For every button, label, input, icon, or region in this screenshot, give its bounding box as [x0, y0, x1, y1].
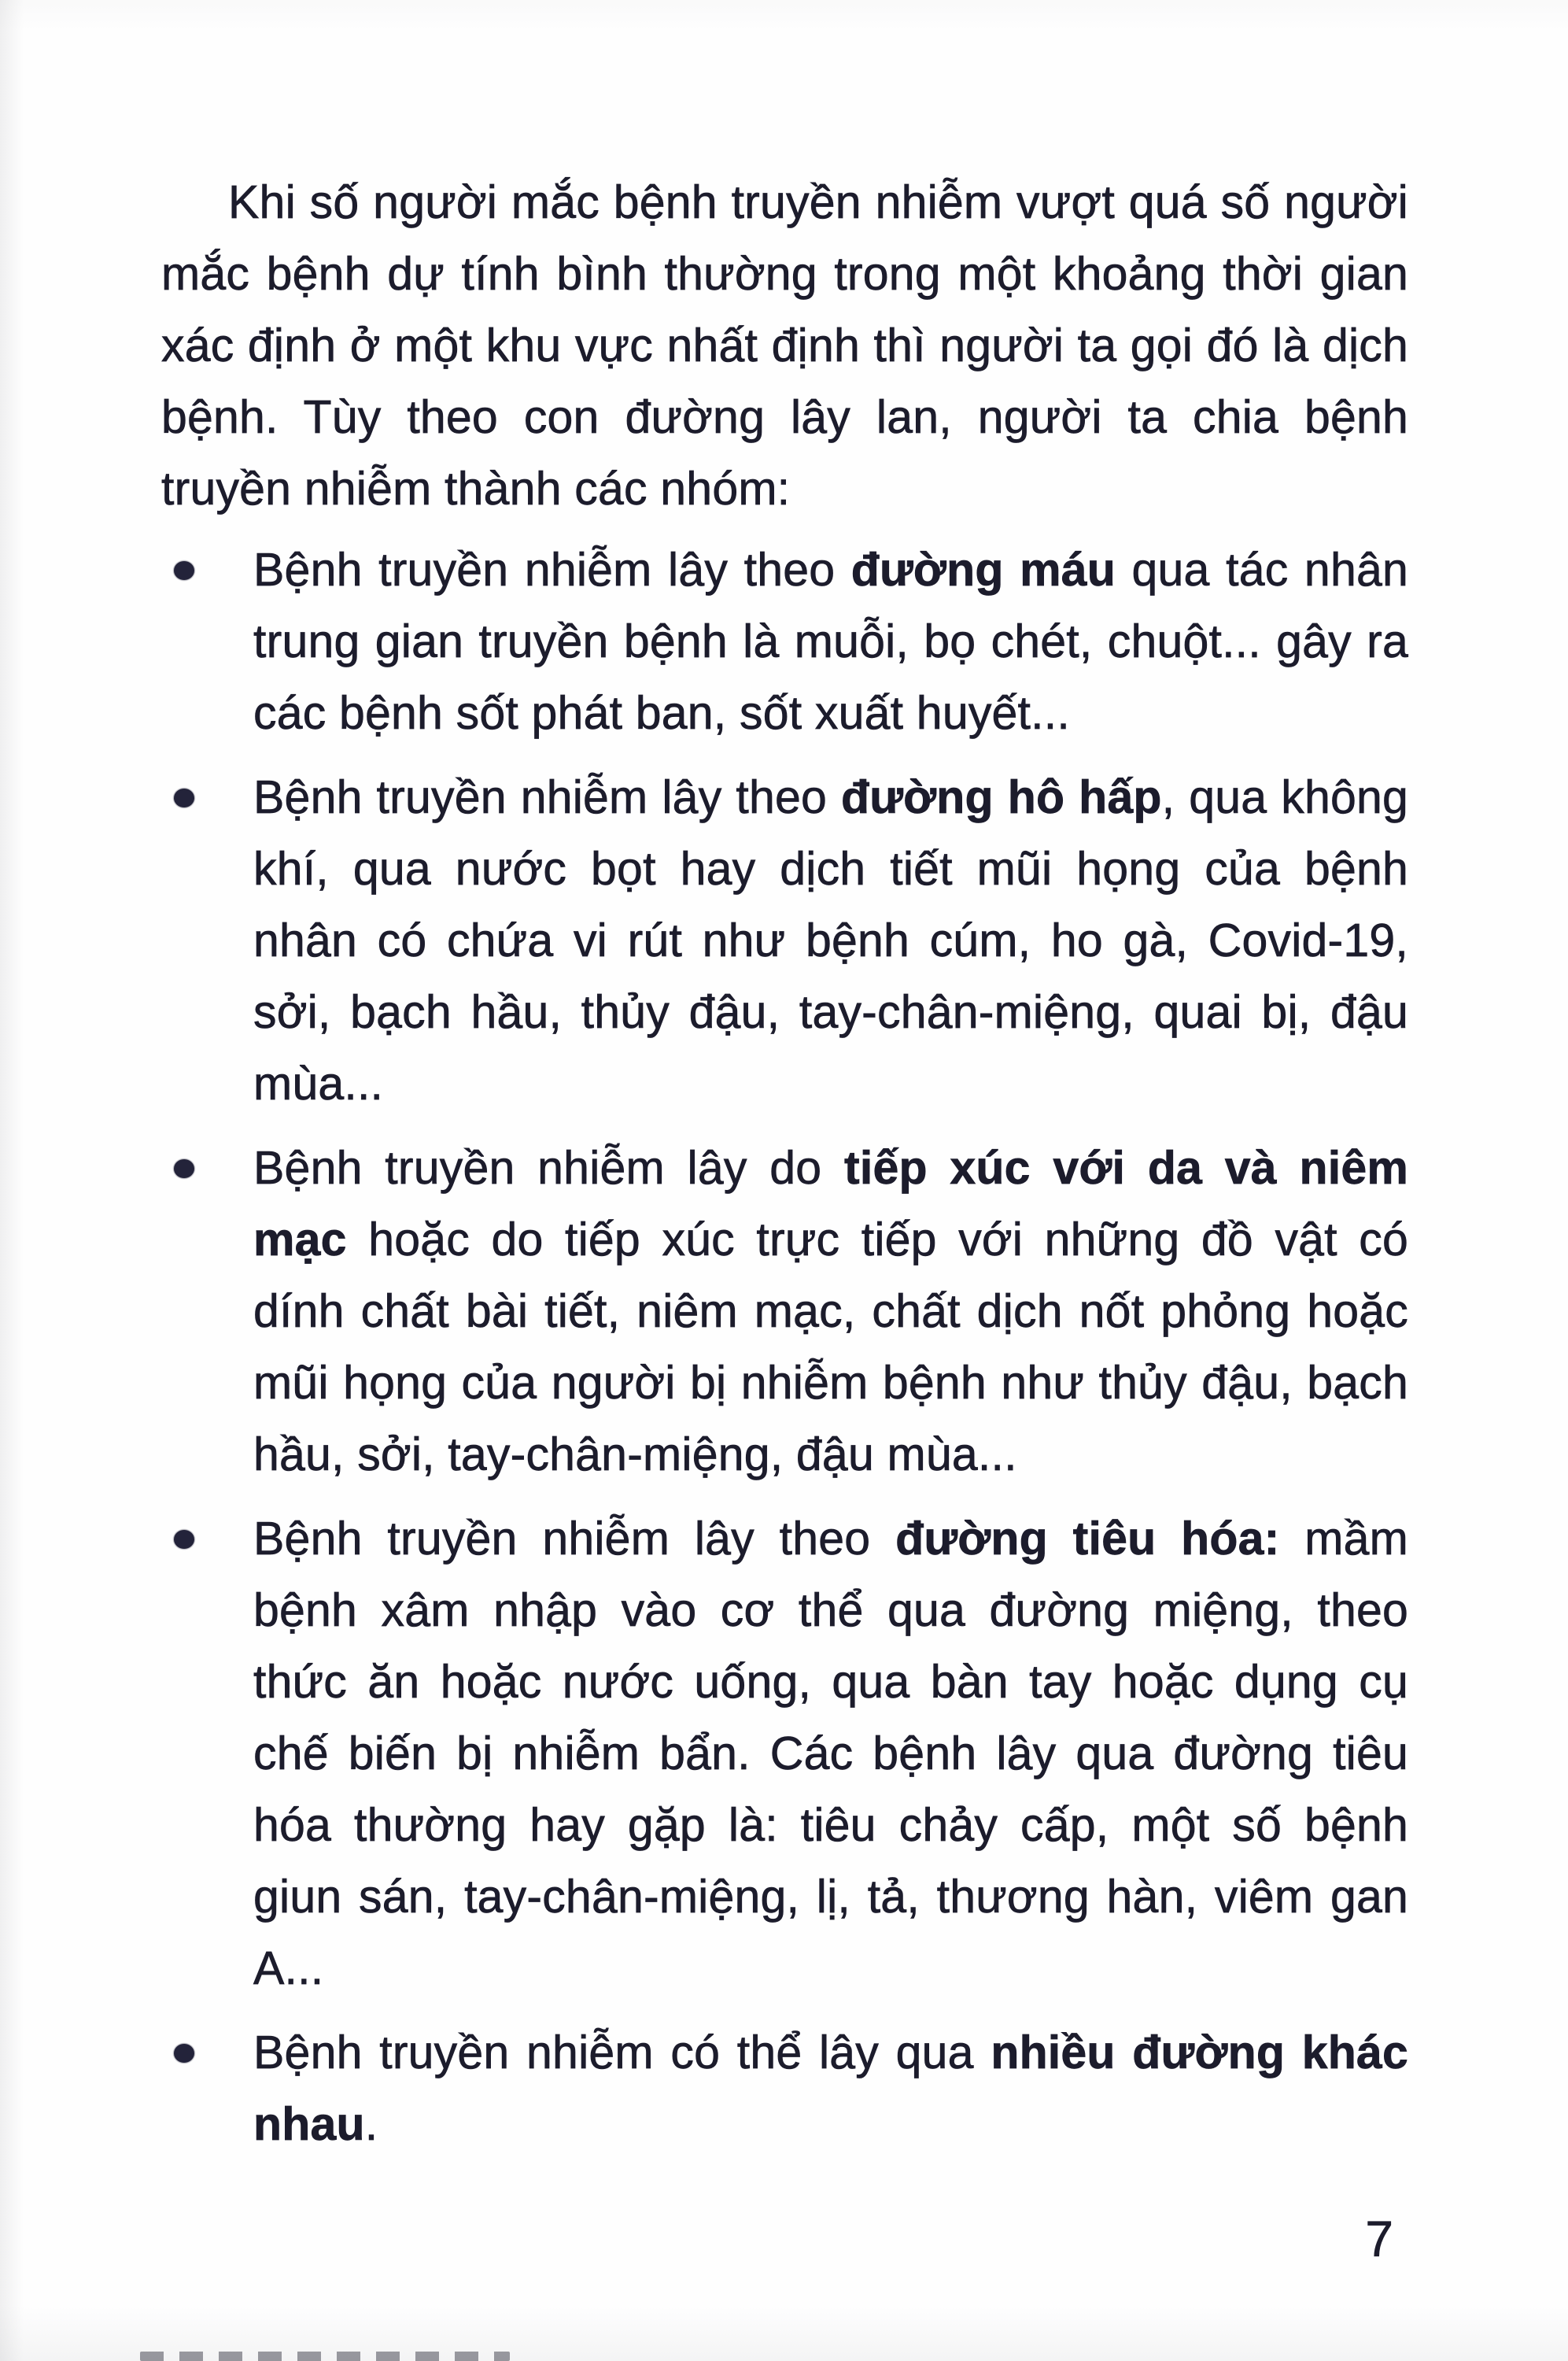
- scan-edge-artifact: [140, 2352, 510, 2361]
- bullet-item: [161, 762, 1408, 1120]
- bullet-dot-icon: [174, 1159, 194, 1178]
- bullet-text: Bệnh truyền nhiễm lây theo đường hô hấp, qua không khí, qua nước bọt hay dịch tiết mũi họng của bệnh nhân có chứa vi rút như bệnh cúm, ho gà, Covid-19, sởi, bạch hầu, thủy đậu, tay-chân-miệng, quai bị, đậu mùa...: [253, 771, 1408, 1110]
- bullet-dot-icon: [174, 789, 194, 807]
- bullet-text: Bệnh truyền nhiễm lây theo đường máu qua tác nhân trung gian truyền bệnh là muỗi, bọ chét, chuột... gây ra các bệnh sốt phát ban, sốt xuất huyết...: [253, 544, 1408, 739]
- bullet-dot-icon: [174, 561, 194, 580]
- bullet-text: Bệnh truyền nhiễm lây do tiếp xúc với da và niêm mạc hoặc do tiếp xúc trực tiếp với những đồ vật có dính chất bài tiết, niêm mạc, chất dịch nốt phỏng hoặc mũi họng của người bị nhiễm bệnh như thủy đậu, bạch hầu, sởi, tay-chân-miệng, đậu mùa...: [253, 1142, 1408, 1480]
- bullet-dot-icon: [174, 1530, 194, 1549]
- bullet-text: Bệnh truyền nhiễm có thể lây qua nhiều đường khác nhau.: [253, 2027, 1408, 2150]
- bullet-dot-icon: [174, 2044, 194, 2063]
- page-content: [161, 167, 1408, 2173]
- page-number: 7: [1365, 2211, 1393, 2267]
- bullet-item: [161, 1503, 1408, 2004]
- bullet-item: [161, 2017, 1408, 2160]
- bullet-item: [161, 534, 1408, 749]
- intro-paragraph: Khi số người mắc bệnh truyền nhiễm vượt quá số người mắc bệnh dự tính bình thường trong một khoảng thời gian xác định ở một khu vực nhất định thì người ta gọi đó là dịch bệnh. Tùy theo con đường lây lan, người ta chia bệnh truyền nhiễm thành các nhóm:: [161, 176, 1408, 515]
- bullet-list: [161, 534, 1408, 2160]
- bullet-text: Bệnh truyền nhiễm lây theo đường tiêu hóa: mầm bệnh xâm nhập vào cơ thể qua đường miệng, theo thức ăn hoặc nước uống, qua bàn tay hoặc dụng cụ chế biến bị nhiễm bẩn. Các bệnh lây qua đường tiêu hóa thường hay gặp là: tiêu chảy cấp, một số bệnh giun sán, tay-chân-miệng, lị, tả, thương hàn, viêm gan A...: [253, 1513, 1408, 1994]
- bullet-item: [161, 1132, 1408, 1491]
